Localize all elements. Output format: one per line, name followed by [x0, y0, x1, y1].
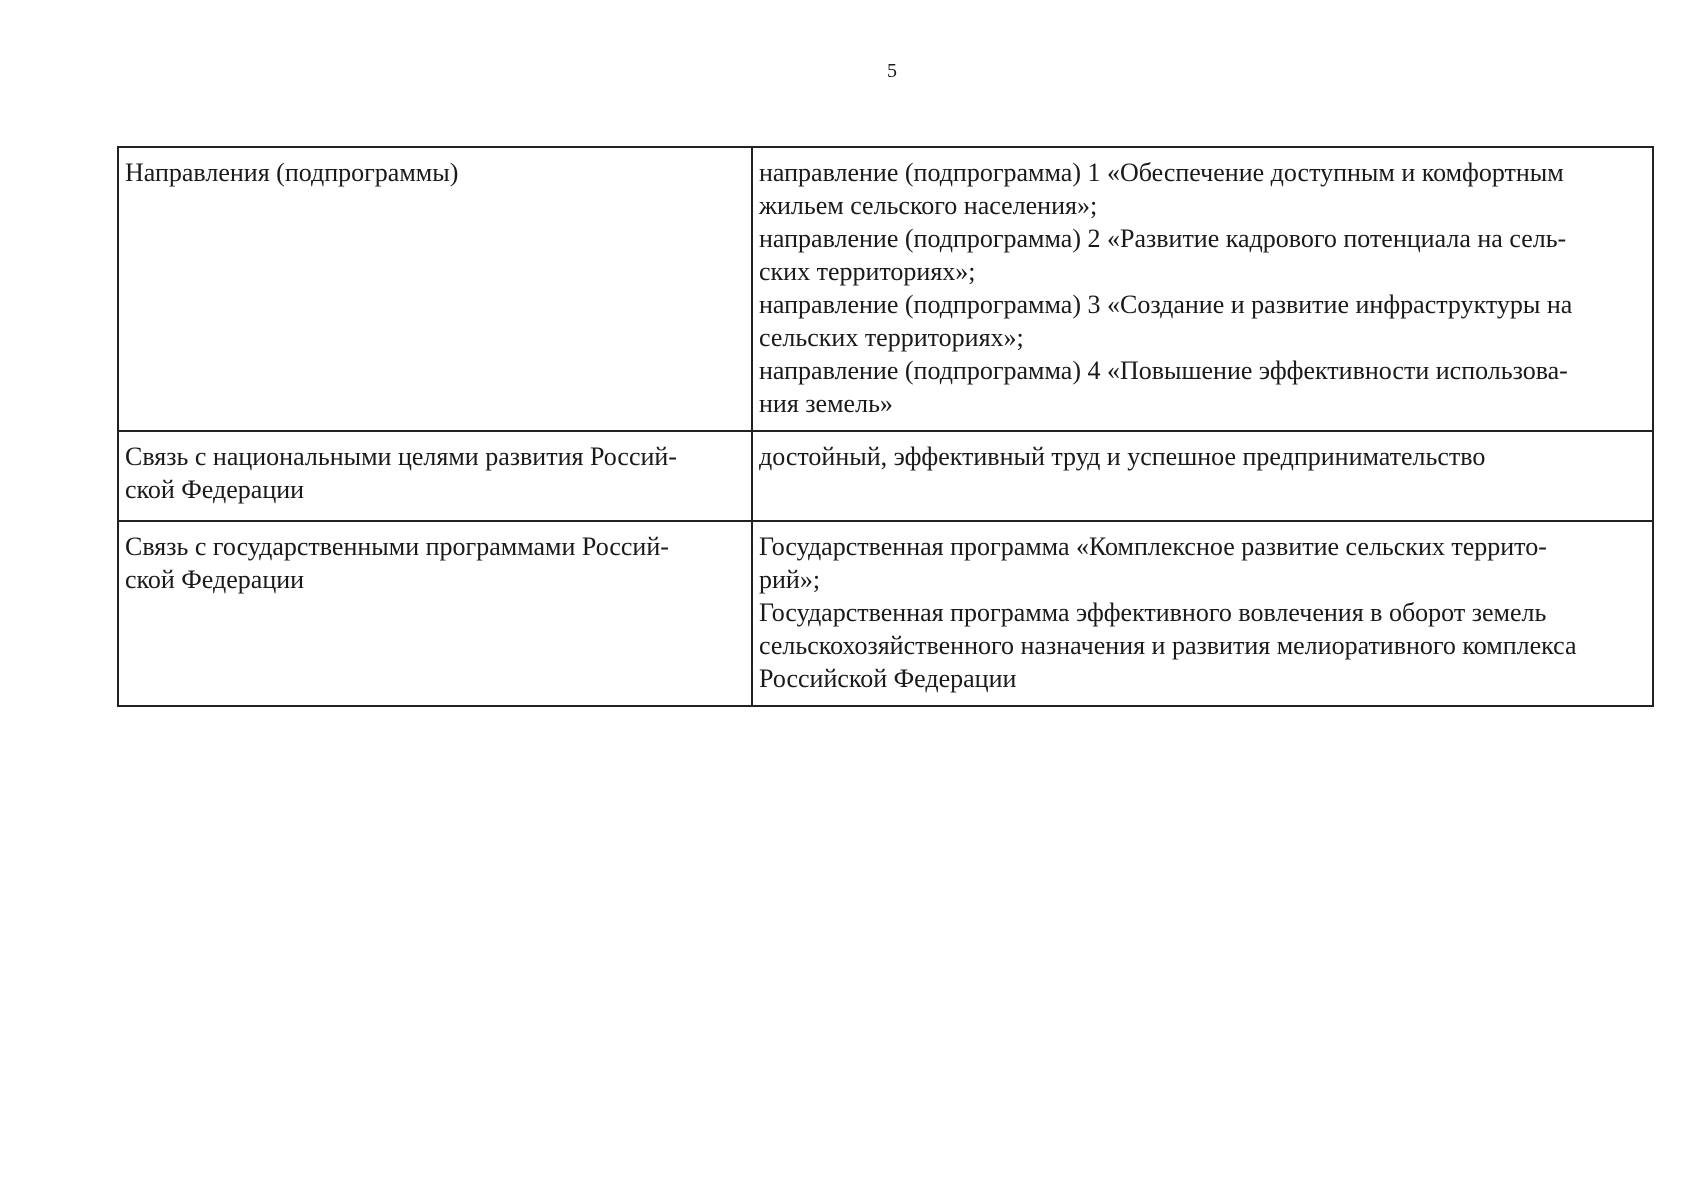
- row-label-line-1: Связь с государственными программами Россий-: [125, 532, 669, 561]
- state-program-2-line-1: Государственная программа эффективного вовлечения в оборот земель: [759, 598, 1547, 627]
- subprogram-2-line-2: ских территориях»;: [759, 257, 976, 286]
- row-label: [118, 521, 752, 706]
- subprogram-4-line-1: направление (подпрограмма) 4 «Повышение эффективности использова-: [759, 356, 1568, 385]
- row-value: [752, 147, 1653, 431]
- row-value: [752, 431, 1653, 521]
- state-program-1-line-2: рий»;: [759, 565, 821, 594]
- subprogram-1-line-2: жильем сельского населения»;: [759, 191, 1098, 220]
- row-value: [752, 521, 1653, 706]
- subprogram-3-line-1: направление (подпрограмма) 3 «Создание и развитие инфраструктуры на: [759, 290, 1573, 319]
- row-label-line-2: ской Федерации: [125, 565, 305, 594]
- row-label: [118, 147, 752, 431]
- subprogram-4-line-2: ния земель»: [759, 389, 893, 418]
- subprogram-3-line-2: сельских территориях»;: [759, 323, 1024, 352]
- state-program-1-line-1: Государственная программа «Комплексное развитие сельских террито-: [759, 532, 1547, 561]
- state-program-2-line-3: Российской Федерации: [759, 664, 1017, 693]
- state-program-2-line-2: сельскохозяйственного назначения и развития мелиоративного комплекса: [759, 631, 1577, 660]
- row-label-line-1: Связь с национальными целями развития Россий-: [125, 442, 677, 471]
- row-label-line-2: ской Федерации: [125, 475, 305, 504]
- national-goal-text: достойный, эффективный труд и успешное предпринимательство: [759, 442, 1486, 471]
- subprogram-2-line-1: направление (подпрограмма) 2 «Развитие кадрового потенциала на сель-: [759, 224, 1567, 253]
- page-number: 5: [887, 60, 897, 82]
- row-label-text: Направления (подпрограммы): [125, 158, 459, 187]
- table-row: [118, 147, 1653, 431]
- table-row: [118, 431, 1653, 521]
- row-label: [118, 431, 752, 521]
- table-row: [118, 521, 1653, 706]
- subprogram-1-line-1: направление (подпрограмма) 1 «Обеспечение доступным и комфортным: [759, 158, 1564, 187]
- program-passport-table: [117, 146, 1654, 707]
